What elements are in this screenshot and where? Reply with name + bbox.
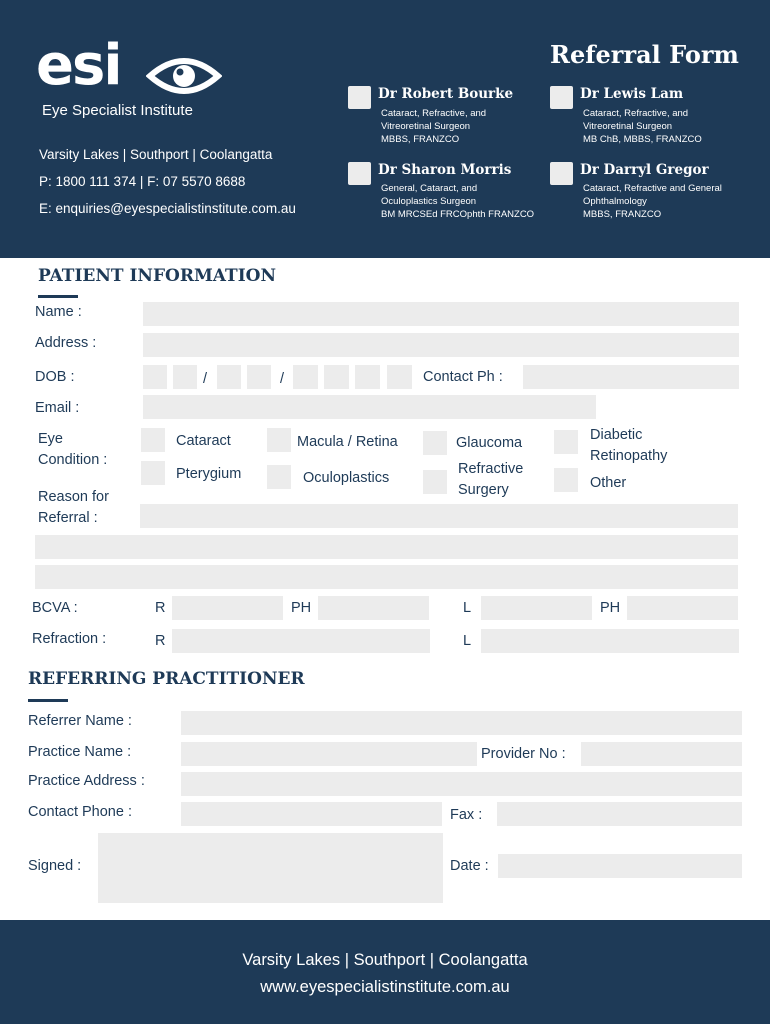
contact-phone-field[interactable] — [181, 802, 442, 826]
eye-icon — [146, 52, 222, 100]
patient-section-rule — [38, 295, 78, 298]
oculoplastics-label: Oculoplastics — [303, 470, 390, 486]
address-label: Address : — [35, 335, 97, 351]
date-field[interactable] — [498, 854, 742, 878]
dob-month-digit-1[interactable] — [217, 365, 241, 389]
dob-year-digit-1[interactable] — [293, 365, 318, 389]
dob-month-digit-2[interactable] — [247, 365, 271, 389]
bcva-left-ph-field[interactable] — [627, 596, 738, 620]
doctor-checkbox-bourke[interactable] — [348, 86, 371, 109]
refraction-left-field[interactable] — [481, 629, 739, 653]
contact-ph-label: Contact Ph : — [423, 369, 503, 385]
pterygium-label: Pterygium — [176, 466, 242, 482]
provider-no-label: Provider No : — [481, 746, 566, 762]
other-checkbox[interactable] — [554, 468, 578, 492]
dob-year-digit-2[interactable] — [324, 365, 349, 389]
refraction-left-label: L — [463, 633, 472, 649]
footer-banner — [0, 920, 770, 1024]
bcva-right-label: R — [155, 600, 166, 616]
bcva-label: BCVA : — [32, 600, 78, 616]
glaucoma-label: Glaucoma — [456, 435, 523, 451]
doctor-name-bourke: Dr Robert Bourke — [378, 86, 514, 102]
footer-website[interactable]: www.eyespecialistinstitute.com.au — [260, 978, 510, 996]
doctor-desc-lam: Cataract, Refractive, and Vitreoretinal Surgeon MB ChB, MBBS, FRANZCO — [583, 108, 702, 145]
dob-separator: / — [203, 371, 208, 387]
refractive-surgery-label: Refractive Surgery — [458, 461, 524, 498]
cataract-label: Cataract — [176, 433, 231, 449]
referrer-name-label: Referrer Name : — [28, 713, 132, 729]
logo-subtitle: Eye Specialist Institute — [42, 102, 193, 119]
cataract-checkbox[interactable] — [141, 428, 165, 452]
doctor-name-gregor: Dr Darryl Gregor — [580, 162, 709, 178]
bcva-left-field[interactable] — [481, 596, 592, 620]
header-locations: Varsity Lakes | Southport | Coolangatta — [39, 147, 273, 162]
doctor-desc-bourke: Cataract, Refractive, and Vitreoretinal Surgeon MBBS, FRANZCO — [381, 108, 487, 145]
glaucoma-checkbox[interactable] — [423, 431, 447, 455]
doctor-desc-gregor: Cataract, Refractive and General Ophthalmology MBBS, FRANZCO — [583, 183, 722, 220]
diabetic-retinopathy-label: Diabetic Retinopathy — [590, 427, 668, 464]
refraction-label: Refraction : — [32, 631, 107, 647]
oculoplastics-checkbox[interactable] — [267, 465, 291, 489]
practice-name-field[interactable] — [181, 742, 477, 766]
logo-wordmark: esi — [36, 33, 121, 98]
practitioner-section-rule — [28, 699, 68, 702]
dob-day-digit-2[interactable] — [173, 365, 197, 389]
address-field[interactable] — [143, 333, 739, 357]
bcva-right-field[interactable] — [172, 596, 283, 620]
form-title: Referral Form — [550, 40, 739, 69]
bcva-left-label: L — [463, 600, 472, 616]
doctor-name-morris: Dr Sharon Morris — [378, 162, 512, 178]
header-email: E: enquiries@eyespecialistinstitute.com.au — [39, 201, 296, 216]
refractive-surgery-checkbox[interactable] — [423, 470, 447, 494]
doctor-checkbox-lam[interactable] — [550, 86, 573, 109]
pterygium-checkbox[interactable] — [141, 461, 165, 485]
dob-year-digit-3[interactable] — [355, 365, 380, 389]
doctor-desc-morris: General, Cataract, and Oculoplastics Surgeon BM MRCSEd FRCOphth FRANZCO — [381, 183, 535, 220]
date-label: Date : — [450, 858, 489, 874]
dob-label: DOB : — [35, 369, 75, 385]
name-label: Name : — [35, 304, 82, 320]
reason-field-line-2[interactable] — [35, 535, 738, 559]
reason-field-line-1[interactable] — [140, 504, 738, 528]
contact-phone-label: Contact Phone : — [28, 804, 132, 820]
bcva-right-ph-label: PH — [291, 600, 312, 616]
macula-retina-label: Macula / Retina — [297, 434, 398, 450]
doctor-checkbox-gregor[interactable] — [550, 162, 573, 185]
email-label: Email : — [35, 400, 80, 416]
practice-address-field[interactable] — [181, 772, 742, 796]
practice-address-label: Practice Address : — [28, 773, 145, 789]
other-label: Other — [590, 475, 627, 491]
fax-field[interactable] — [497, 802, 742, 826]
practice-name-label: Practice Name : — [28, 744, 132, 760]
dob-year-digit-4[interactable] — [387, 365, 412, 389]
refraction-right-label: R — [155, 633, 166, 649]
diabetic-retinopathy-checkbox[interactable] — [554, 430, 578, 454]
email-field[interactable] — [143, 395, 596, 419]
dob-separator: / — [280, 371, 285, 387]
refraction-right-field[interactable] — [172, 629, 430, 653]
contact-ph-field[interactable] — [523, 365, 739, 389]
practitioner-section-title: REFERRING PRACTITIONER — [28, 669, 305, 689]
dob-day-digit-1[interactable] — [143, 365, 167, 389]
eye-condition-label: Eye Condition : — [38, 431, 108, 468]
reason-label: Reason for Referral : — [38, 489, 109, 526]
name-field[interactable] — [143, 302, 739, 326]
footer-locations: Varsity Lakes | Southport | Coolangatta — [242, 951, 528, 969]
signature-field[interactable] — [98, 833, 443, 903]
provider-no-field[interactable] — [581, 742, 742, 766]
macula-retina-checkbox[interactable] — [267, 428, 291, 452]
doctor-name-lam: Dr Lewis Lam — [580, 86, 684, 102]
doctor-checkbox-morris[interactable] — [348, 162, 371, 185]
bcva-left-ph-label: PH — [600, 600, 621, 616]
header-phone-fax: P: 1800 111 374 | F: 07 5570 8688 — [39, 174, 246, 189]
fax-label: Fax : — [450, 807, 483, 823]
signed-label: Signed : — [28, 858, 82, 874]
patient-section-title: PATIENT INFORMATION — [38, 266, 276, 286]
referrer-name-field[interactable] — [181, 711, 742, 735]
header-banner — [0, 0, 770, 258]
reason-field-line-3[interactable] — [35, 565, 738, 589]
bcva-right-ph-field[interactable] — [318, 596, 429, 620]
